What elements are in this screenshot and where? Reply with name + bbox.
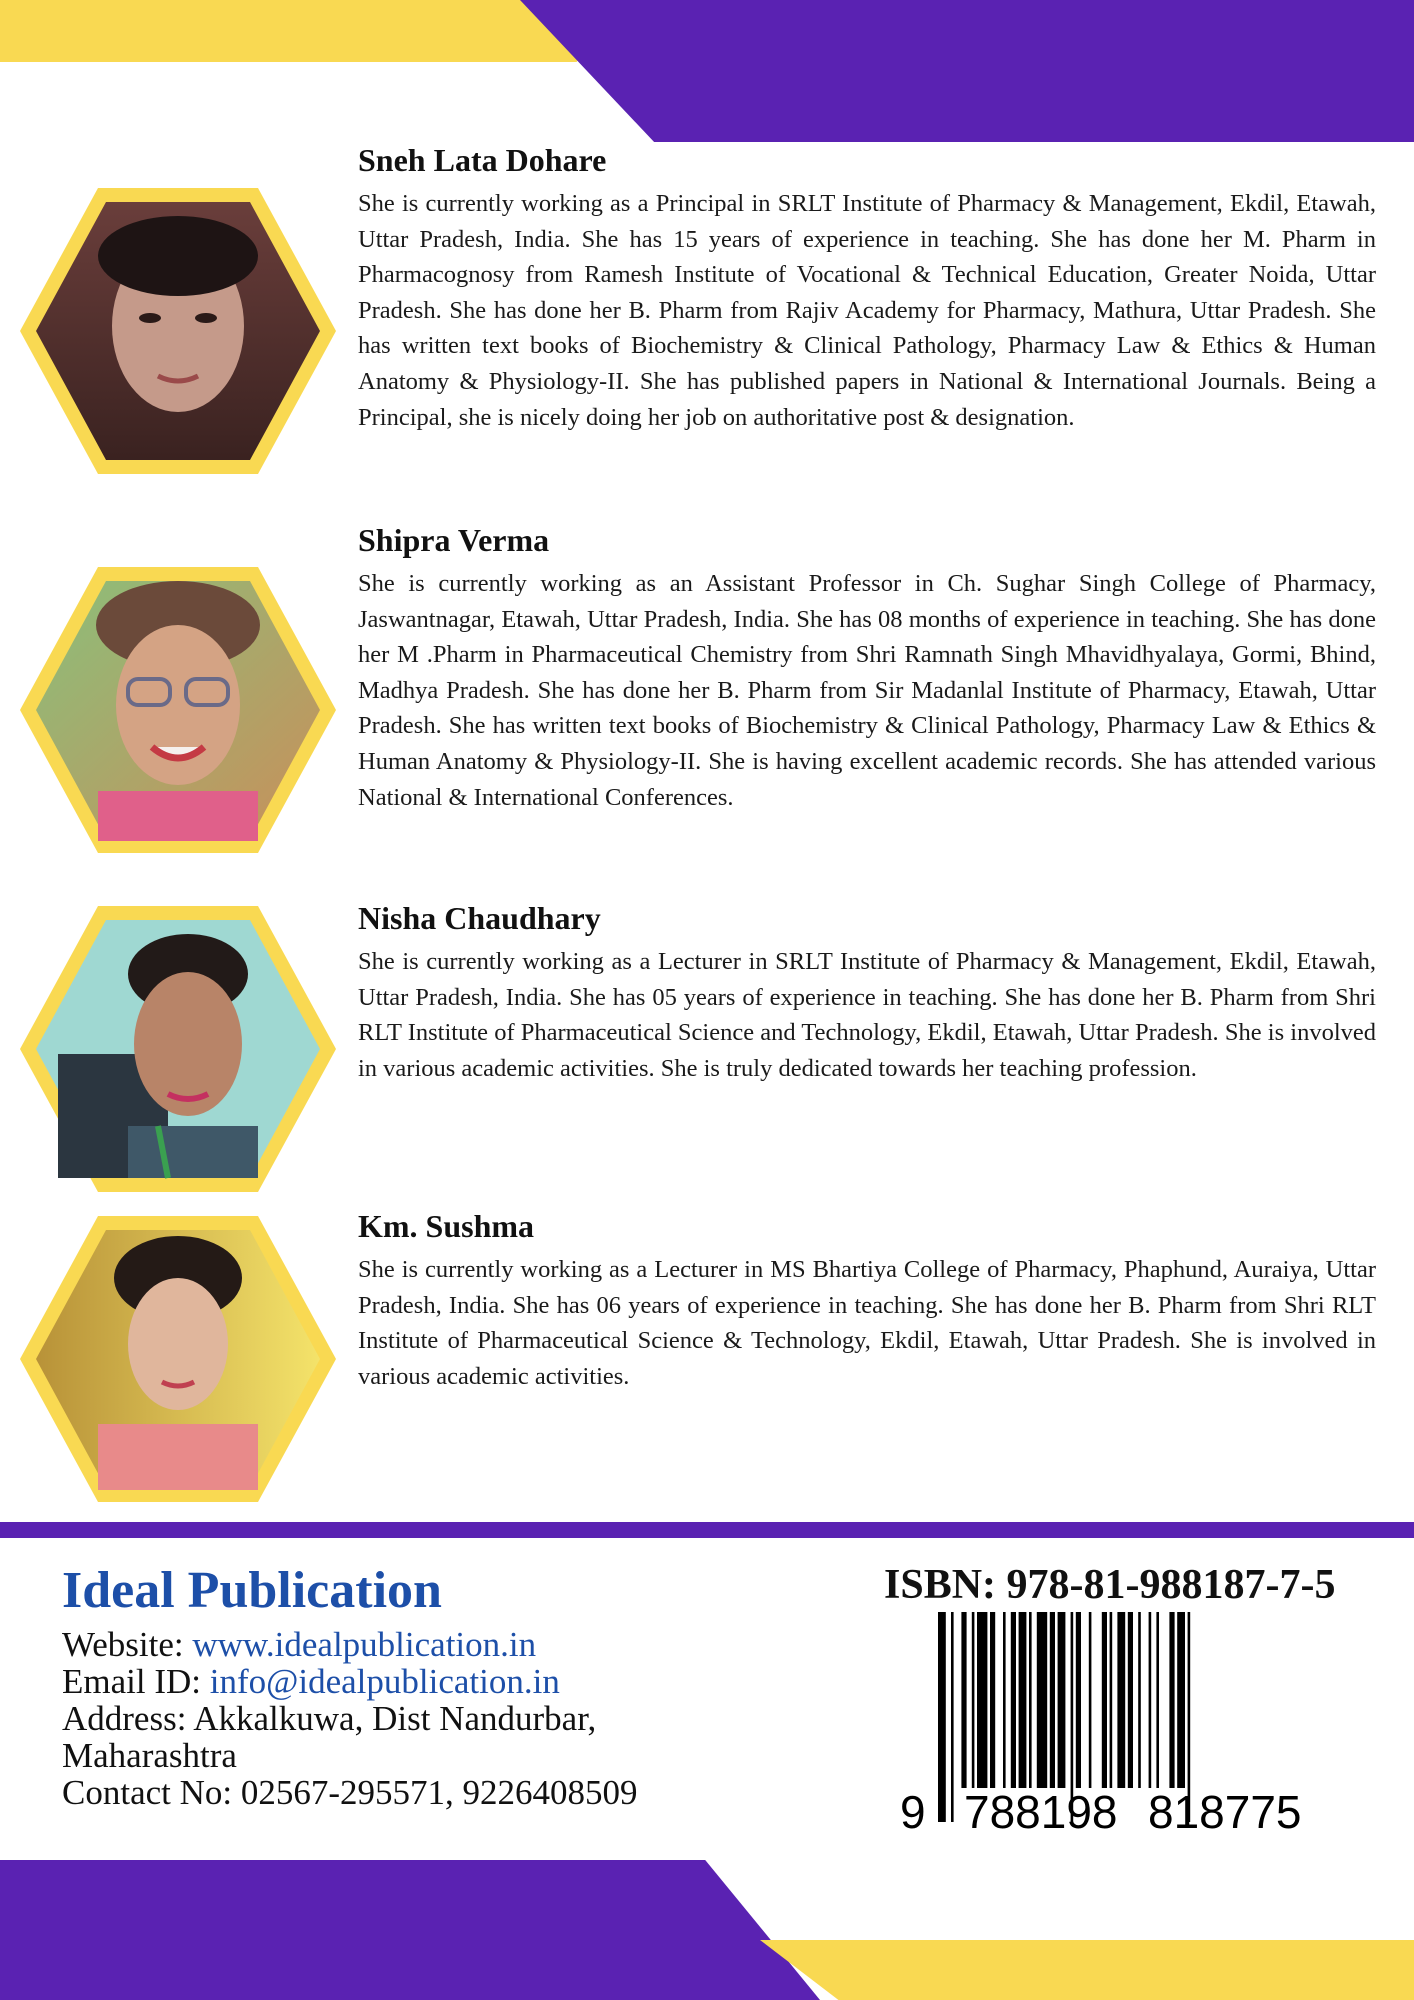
barcode-bar: [990, 1612, 995, 1788]
barcode-bar: [1037, 1612, 1047, 1788]
author-bio: She is currently working as an Assistant Professor in Ch. Sughar Singh College of Pharmacy, Jaswantnagar, Etawah, Uttar Pradesh, India. She has 08 months of experience in teaching. She has done her M .Pharm in Pharmaceutical Chemistry from Shri Ramnath Singh Mhavidhyalaya, Gormi, Bhind, Madhya Pradesh. She has done her B. Pharm from Sir Madanlal Institute of Pharmacy, Etawah, Uttar Pradesh. She has written text books of Biochemistry & Clinical Pathology, Pharmacy Law & Ethics & Human Anatomy & Physiology-II. She is having excellent academic records. She has attended various National & International Conferences.: [358, 570, 1376, 811]
author-block-shipra: [358, 522, 1376, 815]
barcode-bar: [972, 1612, 975, 1788]
barcode-bar: [1128, 1612, 1133, 1788]
author-bio: She is currently working as a Lecturer in SRLT Institute of Pharmacy & Management, Ekdil, Etawah, Uttar Pradesh, India. She has 05 years of experience in teaching. She has done her B. Pharm from Shri RLT Institute of Pharmaceutical Science and Technology, Ekdil, Etawah, Uttar Pradesh. She is involved in various academic activities. She is truly dedicated towards her teaching profession.: [358, 948, 1376, 1082]
barcode-bar: [1019, 1612, 1027, 1788]
barcode-bar: [977, 1612, 987, 1788]
author-block-sushma: [358, 1208, 1376, 1394]
author-name: Shipra Verma: [358, 522, 550, 558]
barcode-bar: [1110, 1612, 1113, 1788]
barcode-bar: [1011, 1612, 1016, 1788]
author-name: Nisha Chaudhary: [358, 900, 601, 936]
barcode-bar: [1169, 1612, 1174, 1788]
website-link[interactable]: www.idealpublication.in: [192, 1625, 537, 1664]
author-photo-shipra: [18, 565, 338, 855]
bottom-yellow-shape: [760, 1940, 1414, 2000]
barcode-bar: [1050, 1612, 1055, 1788]
author-name: Km. Sushma: [358, 1208, 535, 1244]
barcode-bar: [1058, 1612, 1066, 1788]
publisher-website: Website: www.idealpublication.in: [62, 1625, 537, 1664]
barcode-bar: [1177, 1612, 1185, 1788]
bottom-purple-shape: [0, 1860, 820, 2000]
email-link[interactable]: info@idealpublication.in: [209, 1662, 560, 1701]
author-block-nisha: [358, 900, 1376, 1086]
author-photo-nisha: [18, 904, 338, 1194]
barcode-bar: [1102, 1612, 1107, 1788]
barcode-bar: [1076, 1612, 1081, 1788]
author-name: Sneh Lata Dohare: [358, 142, 607, 178]
barcode-bar: [1089, 1612, 1092, 1788]
publisher-email: Email ID: info@idealpublication.in: [62, 1662, 560, 1701]
isbn-label: ISBN: 978-81-988187-7-5: [884, 1562, 1336, 1608]
author-bio: She is currently working as a Principal in SRLT Institute of Pharmacy & Management, Ekdil, Etawah, Uttar Pradesh, India. She has 15 years of experience in teaching. She has done her M. Pharm in Pharmacognosy from Ramesh Institute of Vocational & Technical Education, Greater Noida, Uttar Pradesh. She has done her B. Pharm from Rajiv Academy for Pharmacy, Mathura, Uttar Pradesh. She has written text books of Biochemistry & Clinical Pathology, Pharmacy Law & Ethics & Human Anatomy & Physiology-II. She has published papers in National & International Journals. Being a Principal, she is nicely doing her job on authoritative post & designation.: [358, 190, 1376, 431]
top-purple-shape: [520, 0, 1414, 142]
barcode-bar: [1149, 1612, 1152, 1788]
author-photo-sneh: [18, 186, 338, 476]
barcode-bar: [938, 1612, 946, 1822]
publisher-address-line1: Address: Akkalkuwa, Dist Nandurbar,: [62, 1699, 597, 1738]
isbn-block: [884, 1562, 1354, 1608]
publisher-contact: Contact No: 02567-295571, 9226408509: [62, 1773, 638, 1812]
publisher-address-line2: Maharashtra: [62, 1736, 237, 1775]
barcode-digit-first: 9: [900, 1786, 926, 1838]
barcode-bar: [951, 1612, 954, 1822]
isbn-barcode: [892, 1612, 1352, 1840]
author-photo-sushma: [18, 1214, 338, 1504]
barcode-bar: [961, 1612, 966, 1788]
barcode-bar: [1117, 1612, 1125, 1788]
barcode-digits-left: 788198: [964, 1786, 1118, 1838]
top-yellow-shape: [0, 0, 620, 62]
barcode-bar: [1003, 1612, 1006, 1788]
publisher-info: [62, 1562, 742, 1811]
barcode-bar: [1138, 1612, 1141, 1788]
publisher-name: Ideal Publication: [62, 1562, 442, 1619]
barcode-digits-right: 818775: [1148, 1786, 1302, 1838]
divider-band: [0, 1522, 1414, 1538]
author-bio: She is currently working as a Lecturer in MS Bhartiya College of Pharmacy, Phaphund, Auraiya, Uttar Pradesh, India. She has 06 years of experience in teaching. She has done her B. Pharm from Shri RLT Institute of Pharmaceutical Science & Technology, Ekdil, Etawah, Uttar Pradesh. She is involved in various academic activities.: [358, 1256, 1376, 1390]
author-block-sneh: [358, 142, 1376, 435]
barcode-bar: [1029, 1612, 1032, 1788]
barcode-bar: [1156, 1612, 1159, 1788]
